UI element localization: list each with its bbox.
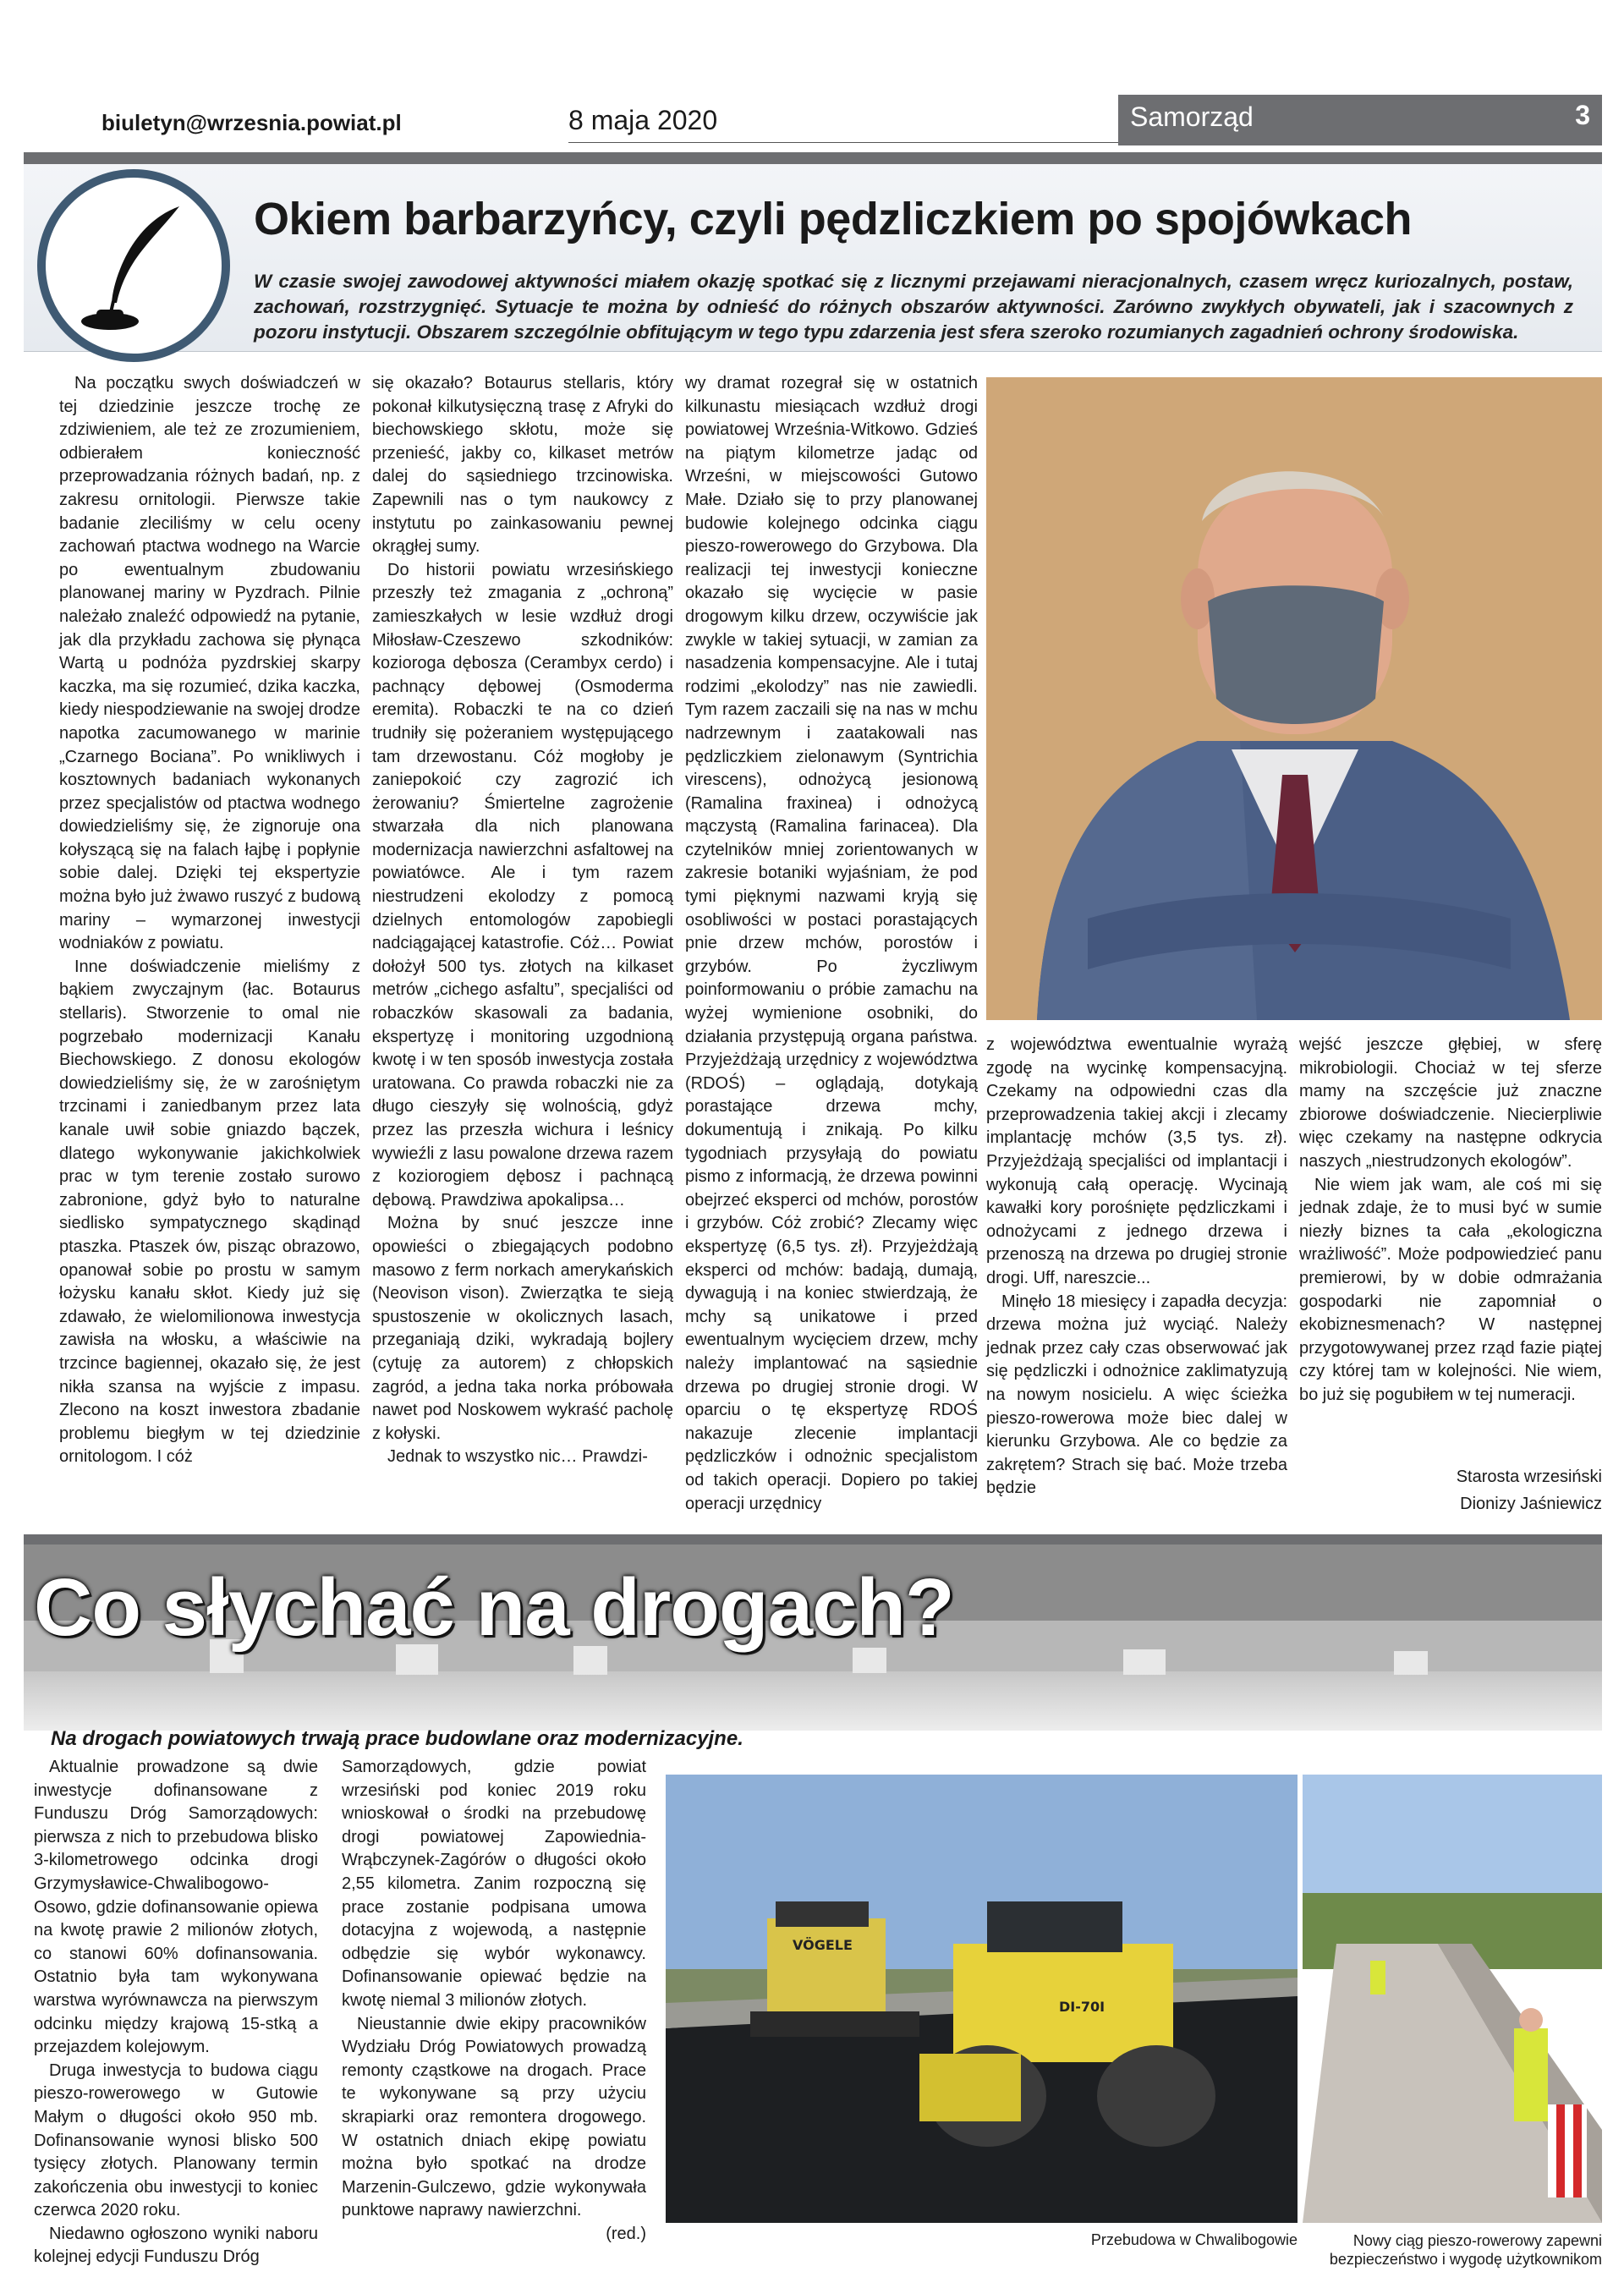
bike-path-illustration [1303,1775,1602,2223]
paragraph: wejść jeszcze głębiej, w sferę mikrobiologii. Chociaż w tej sferze mamy na szczęście już znaczne zbiorowe doświadczenie. Niecierpliwie więc czekamy na następne odkrycia naszych „niestrudzonych ekologów”. [1299,1035,1602,1171]
top-rule [24,152,1602,164]
bike-path-photo [1303,1775,1602,2223]
article1-signature [1303,1463,1602,1517]
header-divider [568,142,1118,143]
paragraph: Jednak to wszystko nic… Prawdzi- [387,1447,648,1467]
starosta-portrait-photo [986,377,1602,1020]
signature-name: Dionizy Jaśniewicz [1460,1495,1602,1513]
paragraph: Niedawno ogłoszono wyniki naboru kolejnej edycji Funduszu Dróg [34,2224,318,2267]
header-section-label: Samorząd [1130,102,1254,132]
paragraph: Nie wiem jak wam, ale coś mi się jednak zdaje, że to musi być w sumie niezły biznes ta cała „ekologiczna wrażliwość”. Może podpowiedzieć panu premierowi, by w dobie odmrażania gospodarki nie zapomniał o ekobiznesmenach? W następnej przygotowywanej przez rząd fazie piątej czy której tam w kolejności. Nie wiem, bo już się pogubiłem w tej numeracji. [1299,1175,1602,1404]
portrait-illustration [986,377,1602,1020]
quill-inkwell-icon [71,201,198,337]
paragraph: Można by snuć jeszcze inne opowieści o zbiegających podobno masowo z ferm norkach amerykańskich (Neovison vison). Zwierzątka te sieją spustoszenie w okolicznych lasach, przeganiają dziki, wykradają bojlery (cytuję za autorem) z chłopskich zagród, a jedna taka norka próbowała nawet pod Noskowem wykraść pacholę z kołyski. [372,1214,673,1443]
section-rule [24,1534,1602,1545]
article1-column-1 [59,372,360,1469]
page-number: 3 [1575,100,1590,130]
article2-author: (red.) [606,2224,646,2243]
paragraph: Nieustannie dwie ekipy pracowników Wydziału Dróg Powiatowych prowadzą remonty cząstkowe na drogach. Prace te wykonywane są przy użyciu skrapiarki oraz remontera drogowego. W ostatnich dniach ekipę powiatu można było spotkać na drodze Marzenin-Gulczewo, gdzie wykonywała punktowe naprawy nawierzchni. [342,2014,646,2220]
paragraph: wy dramat rozegrał się w ostatnich kilkunastu miesiącach wzdłuż drogi powiatowej Września-Witkowo. Gdzieś na piątym kilometrze jadąc od Wrześni, w miejscowości Gutowo Małe. Działo się to przy planowanej budowie kolejnego odcinka ciągu pieszo-rowerowego do Grzybowa. Dla realizacji tej inwestycji konieczne okazało się wycięcie w pasie drogowym kilku drzew, oczywiście jak zwykle w takiej sytuacji, w zamian za nasadzenia kompensacyjne. Ale i tutaj rodzimi „ekolodzy” nas nie zawiedli. Tym razem zaczaili się na nas w mchu nadrzewnym i zaatakowali nas pędzliczkiem zielonawym (Syntrichia virescens), odnożycą jesionową (Ramalina fraxinea) i odnożycą mączystą (Ramalina farinacea). Dla czytelników mniej zorientowanych w zakresie botaniki wyjaśniam, że pod tymi pięknymi nazwami kryją się osobliwości w postaci porastających pnie drzew mchów, porostów i grzybów. Po życzliwym poinformowaniu o próbie zamachu na wyżej wymienione osobniki, do działania przystępują organa państwa. Przyjeżdżają urzędnicy z województwa (RDOŚ) – oglądają, dotykają porastające drzewa mchy, dokumentują i znikają. Po kilku tygodniach przysyłają do powiatu pismo z informacją, że drzewa powinni obejrzeć eksperci od mchów, porostów i grzybów. Cóż zrobić? Zlecamy więc ekspertyzę (6,5 tys. zł). Przyjeżdżają eksperci od mchów: badają, dumają, dywagują i na koniec stwierdzają, że mchy są unikatowe i przed ewentualnym wycięciem drzew, mchy należy implantować na sąsiednie drzewa po drugiej stronie drogi. W oparciu o tę ekspertyzę RDOŚ nakazuje zlecenie implantacji pędzliczków i odnożnic specjalistom od takich operacji. Dopiero po takiej operacji urzędnicy [685,374,978,1513]
article2-column-2 [342,1756,646,2246]
signature-role: Starosta wrzesiński [1456,1468,1602,1486]
article2-lead: Na drogach powiatowych trwają prace budowlane oraz modernizacyjne. [51,1727,743,1750]
header-date: 8 maja 2020 [568,105,718,135]
article2-column-1 [34,1756,318,2269]
photo3-caption: Nowy ciąg pieszo-rowerowy zapewni bezpieczeństwo i wygodę użytkownikom [1329,2232,1602,2268]
paragraph: Inne doświadczenie mieliśmy z bąkiem zwyczajnym (łac. Botaurus stellaris). Stworzenie to omal nie pogrzebało modernizacji Kanału Biechowskiego. Z donosu ekologów dowiedzieliśmy się, że w zarośniętym trzcinami i zaniedbanym przez lata kanale uwił sobie gniazdo bączek, dlatego wykonywanie jakichkolwiek prac w tym terenie zostało surowo zabronione, gdyż było to naturalne siedlisko sympatycznego skądinąd ptaszka. Ptaszek ów, pisząc obrazowo, opanował sobie po prostu w samym łożysku kanału skłot. Kiedy już się zdawało, że wielomilionowa inwestycja zawisła na włosku, a właściwie na trzcince bagiennej, okazało się, że jest nikła szansa na wyjście z impasu. Zlecono na koszt inwestora zbadanie problemu biegłym w tej dziedzinie ornitologom. I cóż [59,957,360,1467]
paragraph: Minęło 18 miesięcy i zapadła decyzja: drzewa można już wyciąć. Należy jednak przez cały czas obserwować jak się pędzliczki i odnożnice zaklimatyzują na nowym nosicielu. A więc ścieżka pieszo-rowerowa może biec dalej w kierunku Grzybowa. Ale co będzie za zakrętem? Strach się bać. Może trzeba będzie [986,1292,1287,1498]
road-construction-photo [666,1775,1298,2223]
article1-column-4 [986,1034,1287,1501]
paragraph: Aktualnie prowadzone są dwie inwestycje dofinansowane z Funduszu Dróg Samorządowych: pierwsza z nich to przebudowa blisko 3-kilometrowego odcinka drogi Grzymysławice-Chwalibogowo-Osowo, gdzie dofinansowanie opiewa na kwotę prawie 2 milionów złotych, co stanowi 60% dofinansowania. Ostatnio była tam wykonywana warstwa wyrównawcza na pierwszym odcinku między krajową 15-stką a przejazdem kolejowym. [34,1758,318,2057]
paragraph: Do historii powiatu wrzesińskiego przeszły też zmagania z „ochroną” zamieszkałych w lesie wzdłuż drogi Miłosław-Czeszewo szkodników: kozioroga dębosza (Cerambyx cerdo) i pachnący dębowej (Osmoderma eremita). Robaczki te na co dzień trudniły się pożeraniem występującego tam drzewostanu. Cóż mogłoby je zaniepokoić czy zagrozić ich żerowaniu? Śmiertelne zagrożenie stwarzała dla nich planowana modernizacja nawierzchni asfaltowej na powiatówce. Ale i tym razem niestrudzeni ekolodzy z pomocą dzielnych entomologów zapobiegli nadciągającej katastrofie. Cóż… Powiat dołożył 500 tys. złotych na kilkaset metrów „cichego asfaltu”, specjaliści od robaczków skasowali za badania, ekspertyzę i monitoring uzgodnioną kwotę i w ten sposób inwestycja została uratowana. Co prawda robaczki nie za długo cieszyły się wolnością, gdyż przez las przeszła wichura i leśnicy wywieźli z lasu powalone drzewa razem z koziorogiem dębosz i pachnącą dębową. Prawdziwa apokalipsa… [372,560,673,1210]
paragraph: Samorządowych, gdzie powiat wrzesiński pod koniec 2019 roku wnioskował o środki na przebudowę drogi powiatowej Zapowiednia-Wrąbczynek-Zagórów o długości około 2,55 kilometra. Zanim rozpoczną się prace zostanie podpisana umowa dotacyjna z wojewodą, a następnie odbędzie się wybór wykonawcy. Dofinansowanie opiewać będzie na kwotę niemal 3 milionów złotych. [342,1758,646,2010]
header-email: biuletyn@wrzesnia.powiat.pl [102,110,402,135]
header-section-bar [1118,95,1602,145]
paragraph: z województwa ewentualnie wyrażą zgodę na wycinkę kompensacyjną. Czekamy na odpowiedni czas dla przeprowadzenia takiej akcji i zlecamy implantację mchów (3,5 tys. zł). Przyjeżdżają specjaliści od implantacji i wykonują całą operację. Wycinają kawałki kory porośnięte pędzliczkami i odnożycami z jednego drzewa i przenoszą na drzewa po drugiej stronie drogi. Uff, nareszcie... [986,1035,1287,1287]
photo2-caption: Przebudowa w Chwalibogowie [1090,2231,1298,2248]
road-roller-illustration [666,1775,1298,2223]
roller-label: DI-70I [1059,1999,1106,2015]
article2-title: Co słychać na drogach? [34,1562,954,1653]
article1-lead: W czasie swojej zawodowej aktywności miałem okazję spotkać się z licznymi przejawami nieracjonalnych, czasem wręcz kuriozalnych, postaw, zachowań, rozstrzygnięć. Sytuacje te można by odnieść do różnych obszarów aktywności. Zarówno zwykłych obywateli, jak i szacownych z pozoru instytucji. Obszarem szczególnie obfitującym w tego typu zdarzenia jest sfera szeroko rozumianych zagadnień ochrony środowiska. [254,271,1573,343]
paragraph: Druga inwestycja to budowa ciągu pieszo-rowerowego w Gutowie Małym o długości około 950 mb. Dofinansowanie wynosi blisko 500 tysięcy złotych. Planowany termin zakończenia obu inwestycji to koniec czerwca 2020 roku. [34,2060,318,2220]
article1-column-5 [1299,1034,1602,1407]
column-logo [37,169,230,362]
paver-label: VÖGELE [793,1937,853,1953]
article1-column-3 [685,372,978,1516]
paragraph: Na początku swych doświadczeń w tej dziedzinie jeszcze trochę ze zdziwieniem, ale też ze zrozumieniem, odbierałem konieczność przeprowadzania różnych badań, np. z zakresu ornitologii. Pierwsze takie badanie zleciliśmy w celu oceny zachowań ptactwa wodnego na Warcie po ewentualnym zbudowaniu planowanej mariny w Pyzdrach. Pilnie należało znaleźć odpowiedź na pytanie, jak dla przykładu zachowa się płynąca Wartą u podnóża pyzdrskiej skarpy kaczka, ma się rozumieć, dzika kaczka, kiedy niespodziewanie na swojej drodze napotka zacumowanego w marinie „Czarnego Bociana”. Po wnikliwych i kosztownych badaniach wykonanych przez specjalistów od ptactwa wodnego dowiedzieliśmy się, że zignoruje ona kołyszącą się na falach łajbę i popłynie sobie dalej. Dzięki tej ekspertyzie można było już żwawo ruszyć z budową mariny – wymarzonej inwestycji wodniaków z powiatu. [59,374,360,953]
article1-title: Okiem barbarzyńcy, czyli pędzliczkiem po spojówkach [254,194,1412,244]
paragraph: się okazało? Botaurus stellaris, który pokonał kilkutysięczną trasę z Afryki do biechowskiego skłotu, może się przenieść, jakby co, kilkaset metrów dalej do sąsiedniego trzcinowiska. Zapewnili nas o tym naukowcy z instytutu po zainkasowaniu pewnej okrągłej sumy. [372,374,673,557]
article1-column-2 [372,372,673,1469]
